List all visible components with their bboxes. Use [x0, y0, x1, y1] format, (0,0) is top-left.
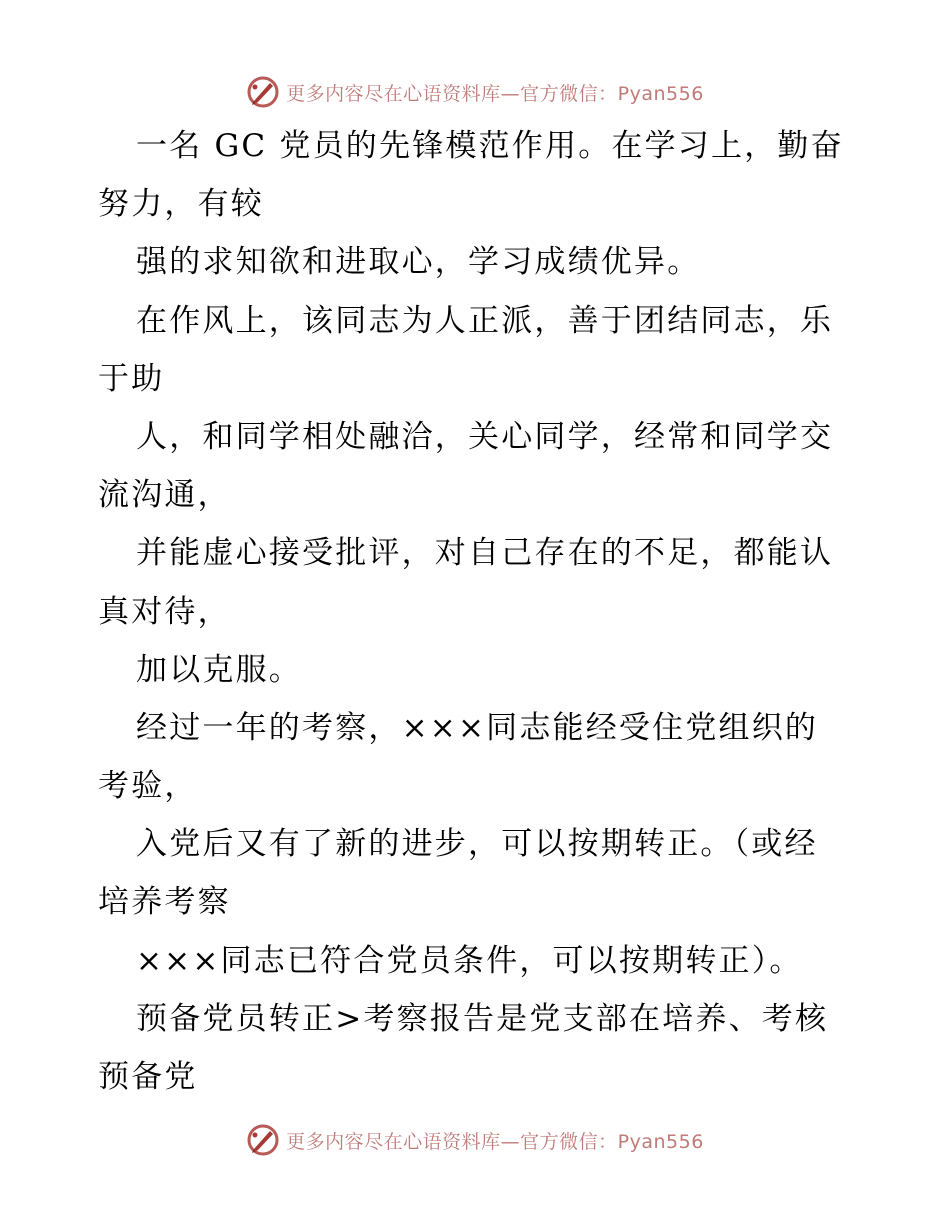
body-line: 经过一年的考察，×××同志能经受住党组织的: [136, 709, 819, 746]
body-line: 在作风上，该同志为人正派，善于团结同志，乐: [136, 302, 834, 339]
body-line: 考验，: [98, 768, 198, 805]
body-line: 入党后又有了新的进步，可以按期转正。（或经: [136, 826, 818, 863]
body-line: 预备党: [98, 1059, 198, 1095]
quill-pen-logo-icon: [246, 1123, 280, 1157]
header-banner-text: 更多内容尽在心语资料库—官方微信：Pyan556: [286, 82, 704, 105]
body-line: 预备党员转正>考察报告是党支部在培养、考核: [136, 1000, 829, 1037]
document-body: [98, 117, 858, 1106]
body-line: 加以克服。: [136, 651, 302, 688]
header-banner: [0, 72, 950, 112]
body-line: 强的求知欲和进取心，学习成绩优异。: [136, 244, 701, 281]
footer-banner: [0, 1120, 950, 1160]
body-line: 流沟通，: [98, 477, 231, 514]
body-line: 并能虚心接受批评，对自己存在的不足，都能认: [136, 535, 834, 572]
quill-pen-logo-icon: [246, 75, 280, 109]
body-line: 于助: [98, 360, 165, 397]
body-line: 真对待，: [98, 593, 231, 630]
body-line: 人，和同学相处融洽，关心同学，经常和同学交: [136, 418, 834, 455]
body-line: 努力，有较: [98, 186, 264, 223]
body-line: ×××同志已符合党员条件，可以按期转正）。: [136, 942, 803, 979]
body-line: 培养考察: [98, 884, 231, 921]
body-line: 一名 GC 党员的先锋模范作用。在学习上，勤奋: [136, 128, 844, 164]
footer-banner-text: 更多内容尽在心语资料库—官方微信：Pyan556: [286, 1130, 704, 1153]
